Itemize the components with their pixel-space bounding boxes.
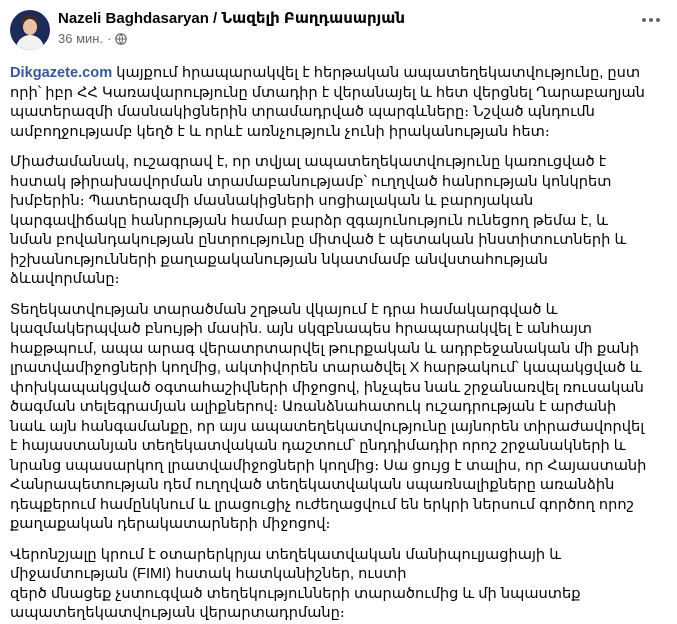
globe-icon[interactable] xyxy=(115,33,127,45)
paragraph-4-line-1: Վերոնշյալը կրում է օտարերկրյա տեղեկատվական մանիպուլյացիայի և միջամտության (FIMI) հստակ հատկանիշներ, ուստի xyxy=(10,546,562,582)
paragraph-3: Տեղեկատվության տարածման շղթան վկայում է դրա համակարգված և կազմակերպված բնույթի մասին. այն սկզբնապես հրապարակվել է անհայտ հաքթպում, ապա արագ վերատրտարվել թուրքական և ադրբեջանական մի քանի լրատվամիջոցների կողմից, ակտիվորեն տարածվել X հարթակում՝ կապակցված և փոխկապակցված օգտահաշիվների միջոցով, ինչպես նաև շրջանառվել ռուսական ծագման տելեգրամյան ալիքներով։ Առանձնահատուկ ուշադրության է արժանի նաև այն հանգամանքը, որ այս ապատեղեկատվությունը լայնորեն տիրաժավորվել է հայաստանյան տեղեկատվական դաշտում՝ ընդդիմադիր որոշ շրջանակների և նրանց սպասարկող լրատվամիջոցների կողմից։ Սա ցույց է տալիս, որ Հայաստանի Հանրապետության դեմ ուղղված տեղեկատվական սպառնալիքները առանձին դեպքերում համընկնում և լրացուցիչ ուժեղացվում են երկրի ներսում գործող որոշ քաղաքական դերակատարների միջոցով։ xyxy=(10,301,647,532)
post-meta xyxy=(58,8,405,47)
post-header xyxy=(10,8,667,54)
avatar-face xyxy=(23,19,37,35)
source-link[interactable]: Dikgazete.com xyxy=(10,65,113,81)
paragraph-2: Միաժամանակ, ուշագրավ է, որ տվյալ ապատեղեկատվությունը կառուցված է հստակ թիրախավորման տրամաբանությամբ՝ ուղղված հանրության կոնկրետ խմբերին։ Պատերազմի մասնակիցների սոցիալական և բարոյական կարգավիճակը հանրության համար բարձր զգայունություն ունեցող թեմա է, և նման բովանդակության ընտրությունը միտված է պետական ինստիտուտների և իշխանությունների քաղաքականության նկատմամբ անվստահության ձևավորմանը։ xyxy=(10,154,627,287)
post-subline xyxy=(58,31,405,47)
more-options-button[interactable] xyxy=(639,10,663,30)
paragraph-1-text: կայքում հրապարակվել է հերթական ապատեղեկատվությունը, ըստ որի՝ իբր ՀՀ Կառավարությունը մտադիր է վերանայել և հետ վերցնել Ղարաբաղյան պատերազմի մասնակիցներին տրամադրված պարգևները։ Նշված պնդումն ամբողջությամբ կեղծ է և որևէ առնչություն չունի իրականության հետ։ xyxy=(10,65,645,140)
more-dot-icon xyxy=(642,18,646,22)
separator-dot: · xyxy=(107,31,112,46)
more-dot-icon xyxy=(649,18,653,22)
paragraph-4 xyxy=(10,546,653,624)
paragraph-1 xyxy=(10,64,653,142)
paragraph-4-line-2: զերծ մնացեք չստուգված տեղեկությունների տարածումից և մի նպաստեք ապատեղեկատվության վերարտադրմանը։ xyxy=(10,585,581,621)
post-body xyxy=(10,64,667,624)
avatar[interactable] xyxy=(10,10,50,50)
more-dot-icon xyxy=(656,18,660,22)
post-timestamp[interactable]: 36 мин. xyxy=(58,31,104,46)
avatar-body xyxy=(16,35,44,50)
author-name[interactable]: Nazeli Baghdasaryan / Նազելի Բաղդասարյան xyxy=(58,10,405,27)
